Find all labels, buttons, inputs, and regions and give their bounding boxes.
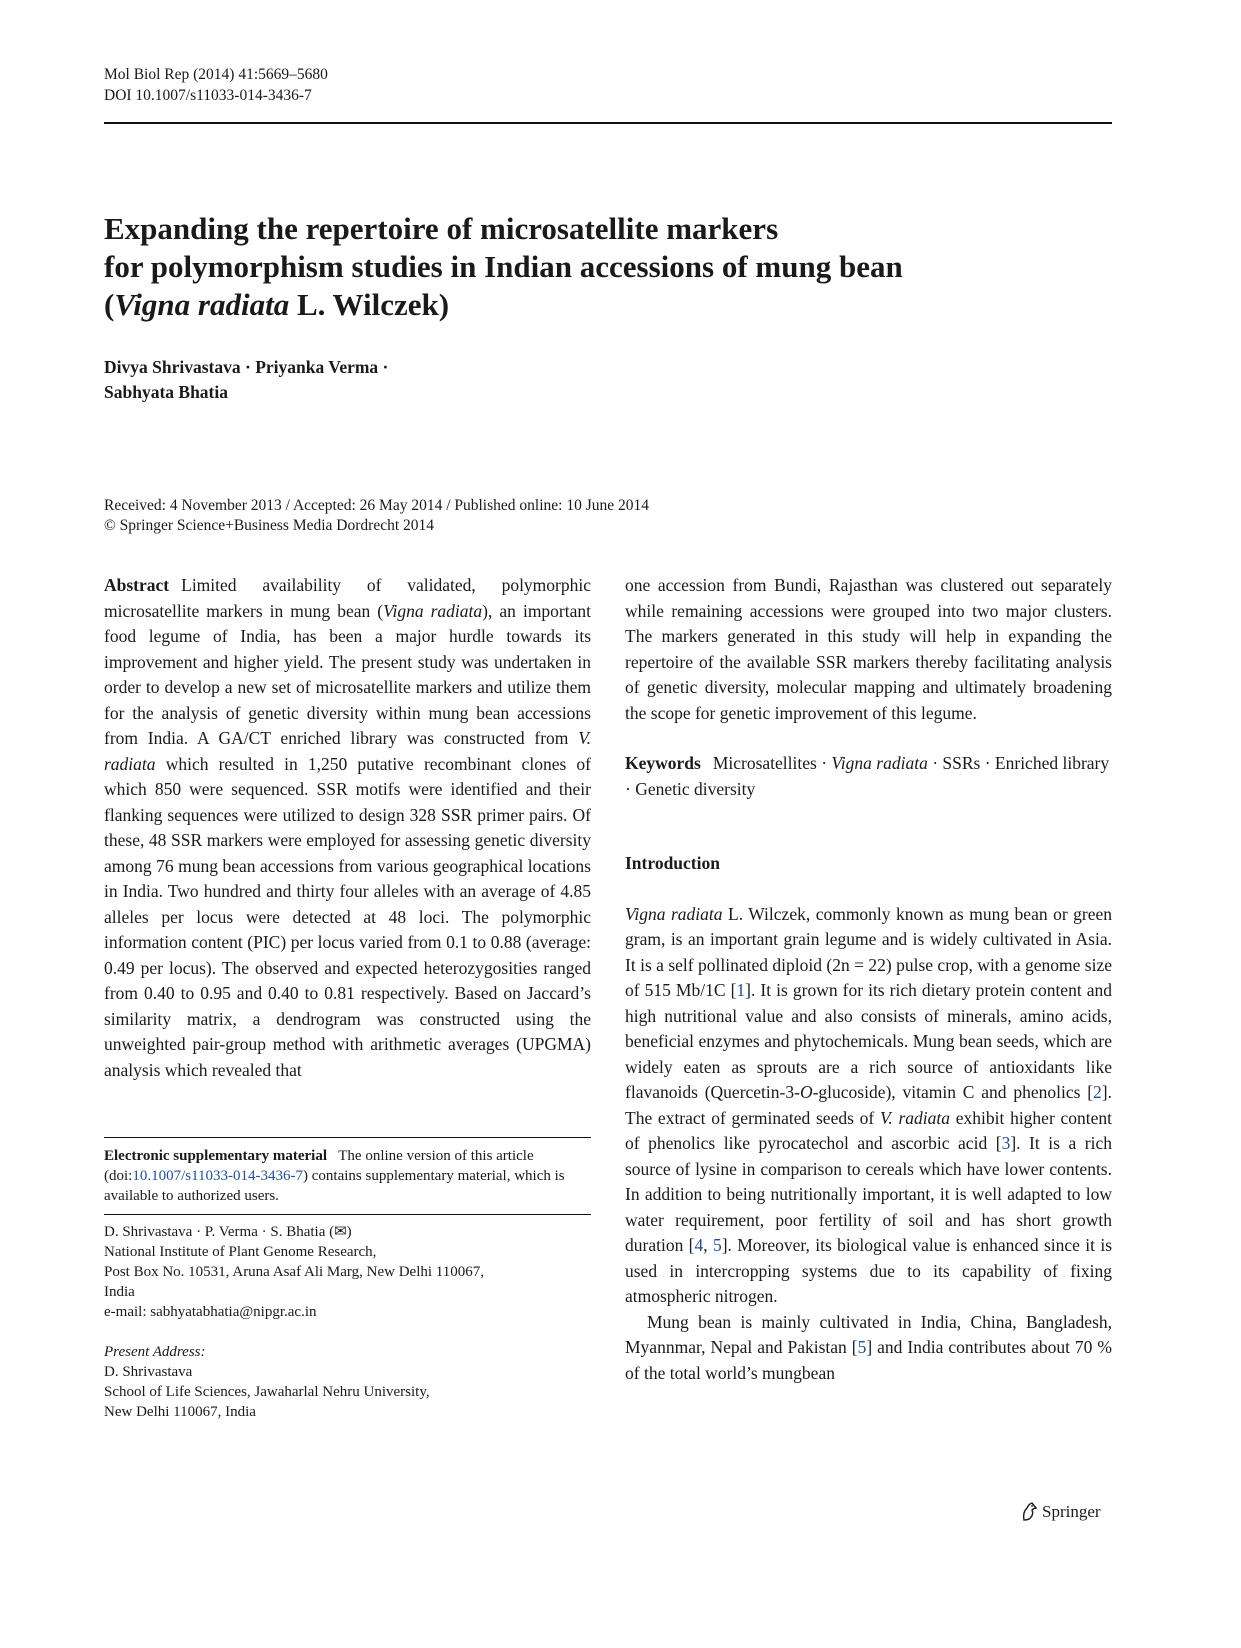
citation-1[interactable]: 1 — [736, 980, 746, 1000]
abstract-species-2: V. radiata — [104, 728, 591, 774]
keyword-1: Microsatellites · — [712, 753, 832, 773]
spacer-3 — [625, 877, 1112, 902]
running-header — [104, 64, 328, 106]
abstract-part-1: Limited availability of validated, polymorphic microsatellite markers in mung bean ( — [104, 575, 591, 621]
supplementary-text-1: The online version of this article (doi: — [104, 1148, 534, 1184]
authors-line-2: Sabhyata Bhatia — [104, 382, 228, 402]
present-address-name: D. Shrivastava — [104, 1364, 193, 1380]
keywords-line — [625, 751, 1112, 802]
citation-5[interactable]: 5 — [712, 1235, 722, 1255]
intro-species-2: V. radiata — [879, 1107, 951, 1128]
affiliation-email[interactable]: e-mail: sabhyatabhatia@nipgr.ac.in — [104, 1304, 317, 1320]
species-name: Vigna radiata — [114, 287, 290, 322]
journal-citation: Mol Biol Rep (2014) 41:5669–5680 — [104, 66, 328, 83]
intro-p2-text-b: ] and India contributes about 70 % of the total world’s mungbean — [625, 1337, 1112, 1383]
affiliation-address: Post Box No. 10531, Aruna Asaf Ali Marg, New Delhi 110067, — [104, 1264, 484, 1280]
abstract-label: Abstract — [104, 575, 170, 595]
intro-text-g: ]. Moreover, its biological value is enhanced since it is used in intercropping systems due to its capability of fixing atmospheric nitrogen. — [625, 1235, 1113, 1306]
present-address-label-text: Present Address: — [104, 1344, 206, 1360]
article-title — [104, 210, 1004, 324]
spacer-2 — [625, 802, 1112, 851]
citation-separator: , — [703, 1235, 713, 1255]
title-line-3 — [104, 286, 1004, 324]
introduction-paragraph-1 — [625, 902, 1112, 1310]
publisher-name: Springer — [1042, 1502, 1101, 1521]
publication-dates — [104, 496, 1004, 536]
doi-line: DOI 10.1007/s11033-014-3436-7 — [104, 87, 312, 104]
abstract-part-2: ), an important food legume of India, has been a major hurdle towards its improvement and higher yield. The present study was undertaken in order to develop a new set of microsatellite markers and utilize them for the analysis of genetic diversity within mung bean accessions from India. A GA/CT enriched library was constructed from — [104, 600, 591, 748]
footnote-rule-1 — [104, 1137, 591, 1138]
intro-text-b: ]. It is grown for its rich dietary protein content and high nutritional value and also consists of minerals, amino acids, beneficial enzymes and phytochemicals. Mung bean seeds, which are widely eaten as sprouts are a rich source of antioxidants like flavanoids (Quercetin-3- — [625, 980, 1113, 1102]
citation-2[interactable]: 2 — [1093, 1082, 1102, 1102]
intro-o-italic: O — [799, 1082, 813, 1102]
abstract-continued: one accession from Bundi, Rajasthan was clustered out separately while remaining accessions were grouped into two major clusters. The markers generated in this study will help in expanding the repertoire of the available SSR markers thereby facilitating analysis of genetic diversity, molecular mapping and ultimately broadening the scope for genetic improvement of this legume. — [625, 575, 1112, 723]
header-rule — [104, 122, 1112, 124]
affiliation-names: D. Shrivastava · P. Verma · S. Bhatia (✉) — [104, 1224, 352, 1240]
intro-text-a: L. Wilczek, commonly known as mung bean or green gram, is an important grain legume and is widely cultivated in Asia. It is a self pollinated diploid (2n = 22) pulse crop, with a genome size of 515 Mb/1C [ — [625, 903, 1112, 1000]
supplementary-text — [104, 1146, 591, 1206]
affiliation-block — [104, 1222, 591, 1422]
abstract-block — [104, 573, 591, 1083]
present-address-label — [104, 1342, 591, 1362]
supplementary-text-2: ) contains supplementary material, which is available to authorized users. — [104, 1168, 565, 1204]
supplementary-note — [104, 1146, 591, 1206]
present-address-city: New Delhi 110067, India — [104, 1404, 256, 1420]
keyword-2: Vigna radiata — [831, 753, 928, 773]
dates-line: Received: 4 November 2013 / Accepted: 26 May 2014 / Published online: 10 June 2014 — [104, 497, 649, 514]
citation-3[interactable]: 3 — [1001, 1133, 1011, 1153]
title-authority: L. Wilczek) — [289, 287, 450, 322]
spacer-1 — [625, 726, 1112, 751]
title-line-2: for polymorphism studies in Indian accessions of mung bean — [104, 249, 903, 284]
affiliation-spacer — [104, 1322, 591, 1342]
citation-4[interactable]: 4 — [694, 1235, 704, 1255]
citation-5b[interactable]: 5 — [857, 1337, 867, 1357]
right-column — [625, 573, 1112, 1386]
title-paren: ( — [104, 287, 115, 322]
intro-text-c: -glucoside), vitamin C and phenolics [ — [812, 1082, 1094, 1102]
intro-text-d: ]. The extract of germinated seeds of — [625, 1082, 1112, 1128]
introduction-paragraph-2 — [625, 1310, 1112, 1387]
present-address-school: School of Life Sciences, Jawaharlal Nehru University, — [104, 1384, 430, 1400]
springer-horse-icon — [1020, 1502, 1038, 1522]
affiliation-institute: National Institute of Plant Genome Research, — [104, 1244, 377, 1260]
intro-text-f: ]. It is a rich source of lysine in comparison to cereals which have lower contents. In addition to being nutritionally important, it is well adapted to low water requirement, poor fertility of soil and has short growth duration [ — [625, 1133, 1112, 1255]
intro-text-e: exhibit higher content of phenolics like pyrocatechol and ascorbic acid [ — [625, 1107, 1113, 1153]
abstract-text — [104, 573, 591, 1083]
abstract-species-1: Vigna radiata — [383, 600, 483, 621]
supplementary-doi-link[interactable]: 10.1007/s11033-014-3436-7 — [132, 1168, 304, 1184]
supplementary-label: Electronic supplementary material — [104, 1148, 328, 1164]
keywords-label: Keywords — [625, 753, 701, 773]
introduction-heading: Introduction — [625, 853, 720, 873]
footnote-rule-2 — [104, 1214, 591, 1215]
copyright-line: © Springer Science+Business Media Dordrecht 2014 — [104, 517, 435, 534]
authors-line-1: Divya Shrivastava · Priyanka Verma · — [104, 357, 389, 377]
abstract-part-3: which resulted in 1,250 putative recombinant clones of which 850 were sequenced. SSR motifs were identified and their flanking sequences were utilized to design 328 SSR primer pairs. Of these, 48 SSR markers were employed for assessing genetic diversity among 76 mung bean accessions from various geographical locations in India. Two hundred and thirty four alleles with an average of 4.85 alleles per locus were detected at 48 loci. The polymorphic information content (PIC) per locus varied from 0.1 to 0.88 (average: 0.49 per locus). The observed and expected heterozygosities ranged from 0.40 to 0.95 and 0.40 to 0.81 respectively. Based on Jaccard’s similarity matrix, a dendrogram was constructed using the unweighted pair-group method with arithmetic averages (UPGMA) analysis which revealed that — [104, 753, 591, 1080]
keyword-rest: · SSRs · Enriched library · Genetic diversity — [625, 753, 1110, 799]
affiliation-country: India — [104, 1284, 135, 1300]
intro-p2-text-a: Mung bean is mainly cultivated in India, China, Bangladesh, Myannmar, Nepal and Pakistan [ — [625, 1311, 1112, 1357]
title-line-1: Expanding the repertoire of microsatellite markers — [104, 211, 779, 246]
publisher-logo — [1020, 1502, 1101, 1522]
intro-species: Vigna radiata — [625, 903, 723, 924]
author-list — [104, 355, 604, 405]
